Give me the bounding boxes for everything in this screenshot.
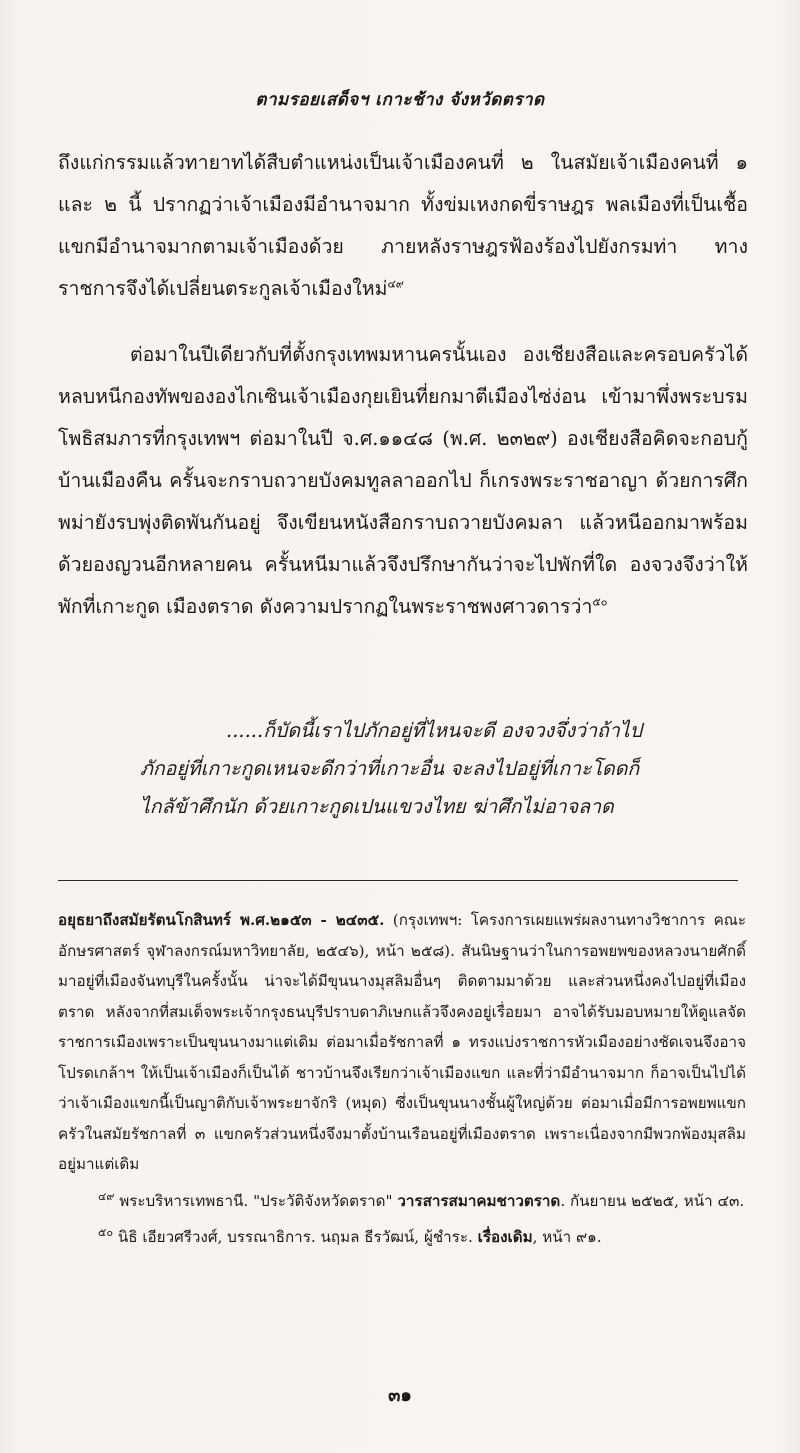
- footnote-50-pre: นิธิ เอียวศรีวงศ์, บรรณาธิการ. นฤมล ธีรวัฒน์, ผู้ชำระ.: [113, 1228, 478, 1246]
- footnote-50-post: , หน้า ๙๑.: [532, 1228, 602, 1246]
- footnotes: [58, 905, 746, 1253]
- footnote-continuation: [58, 905, 746, 1180]
- footnote-ref-50[interactable]: ๕๐: [592, 595, 608, 609]
- paragraph-1: [58, 142, 748, 310]
- block-quote: [140, 712, 740, 826]
- running-header: ตามรอยเสด็จฯ เกาะช้าง จังหวัดตราด: [255, 90, 545, 110]
- footnote-50-number: ๕๐: [98, 1225, 114, 1239]
- paragraph-2-text: ต่อมาในปีเดียวกับที่ตั้งกรุงเทพมหานครนั้นเอง องเชียงสือและครอบครัวได้หลบหนีกองทัพขององไกเซินเจ้าเมืองกุยเยินที่ยกมาตีเมืองไซ่ง่อน เข้ามาพึ่งพระบรมโพธิสมภารที่กรุงเทพฯ ต่อมาในปี จ.ศ.๑๑๔๘ (พ.ศ. ๒๓๒๙) องเชียงสือคิดจะกอบกู้บ้านเมืองคืน ครั้นจะกราบถวายบังคมทูลลาออกไป ก็เกรงพระราชอาญา ด้วยการศึกพม่ายังรบพุ่งติดพันกันอยู่ จึงเขียนหนังสือกราบถวายบังคมลา แล้วหนีออกมาพร้อมด้วยองญวนอีกหลายคน ครั้นหนีมาแล้วจึงปรึกษากันว่าจะไปพักที่ใด องจวงจึงว่าให้พักที่เกาะกูด เมืองตราด ดังความปรากฏในพระราชพงศาวดารว่า: [58, 343, 748, 618]
- footnote-divider: [58, 880, 738, 881]
- quote-line-2: ภักอยู่ที่เกาะกูดเหนจะดีกว่าที่เกาะอื่น จะลงไปอยู่ที่เกาะโดดก็: [140, 757, 640, 780]
- footnote-50: [58, 1222, 746, 1253]
- footnote-ref-49[interactable]: ๔๙: [387, 277, 404, 291]
- footnote-49-journal: วารสารสมาคมชาวตราด: [397, 1191, 561, 1210]
- footnote-continuation-title: อยุธยาถึงสมัยรัตนโกสินทร์ พ.ศ.๒๑๕๓ - ๒๔๓๕.: [58, 911, 385, 929]
- paragraph-1-text: ถึงแก่กรรมแล้วทายาทได้สืบตำแหน่งเป็นเจ้าเมืองคนที่ ๒ ในสมัยเจ้าเมืองคนที่ ๑ และ ๒ นี้ ปรากฏว่าเจ้าเมืองมีอำนาจมาก ทั้งข่มเหงกดขี่ราษฎร พลเมืองที่เป็นเชื้อแขกมีอำนาจมากตามเจ้าเมืองด้วย ภายหลังราษฎรฟ้องร้องไปยังกรมท่า ทางราชการจึงได้เปลี่ยนตระกูลเจ้าเมืองใหม่: [58, 151, 748, 300]
- footnote-49: [58, 1186, 746, 1217]
- quote-line-3: ไกลัข้าศึกนัก ด้วยเกาะกูดเปนแขวงไทย ฆ่าศึกไม่อาจลาด: [140, 795, 614, 818]
- page-number: ๓๑: [388, 1385, 412, 1406]
- footnote-49-pre: พระบริหารเทพธานี. "ประวัติจังหวัดตราด": [114, 1191, 398, 1210]
- footnote-continuation-text: (กรุงเทพฯ: โครงการเผยแพร่ผลงานทางวิชาการ คณะอักษรศาสตร์ จุฬาลงกรณ์มหาวิทยาลัย, ๒๕๔๖), หน้า ๒๕๘). สันนิษฐานว่าในการอพยพของหลวงนายศักดิ์มาอยู่ที่เมืองจันทบุรีในครั้งนั้น น่าจะได้มีขุนนางมุสลิมอื่นๆ ติดตามมาด้วย และส่วนหนึ่งคงไปอยู่ที่เมืองตราด หลังจากที่สมเด็จพระเจ้ากรุงธนบุรีปราบดาภิเษกแล้วจึงคงอยู่เรื่อยมา อาจได้รับมอบหมายให้ดูแลจัดราชการเมืองเพราะเป็นขุนนางมาแต่เดิม ต่อมาเมื่อรัชกาลที่ ๑ ทรงแบ่งราชการหัวเมืองอย่างชัดเจนจึงอาจโปรดเกล้าฯ ให้เป็นเจ้าเมืองก็เป็นได้ ชาวบ้านจึงเรียกว่าเจ้าเมืองแขก และที่ว่ามีอำนาจมาก ก็อาจเป็นไปได้ว่าเจ้าเมืองแขกนี้เป็นญาติกับเจ้าพระยาจักริ (หมุด) ซึ่งเป็นขุนนางชั้นผู้ใหญ่ด้วย ต่อมาเมื่อมีการอพยพแขกครัวในสมัยรัชกาลที่ ๓ แขกครัวส่วนหนึ่งจึงมาตั้งบ้านเรือนอยู่ที่เมืองตราด เพราะเนื่องจากมีพวกพ้องมุสลิมอยู่มาแต่เดิม: [58, 911, 746, 1173]
- body-text: [58, 142, 748, 628]
- footnote-49-post: . กันยายน ๒๕๒๕, หน้า ๔๓.: [560, 1191, 745, 1210]
- quote-line-1: ......ก็บัดนี้เราไปภักอยู่ที่ไหนจะดี องจวงจึ่งว่าถ้าไป: [226, 719, 642, 742]
- footnote-49-number: ๔๙: [98, 1189, 115, 1203]
- footnote-50-book: เรื่องเดิม: [477, 1228, 533, 1246]
- paragraph-2: [58, 334, 748, 628]
